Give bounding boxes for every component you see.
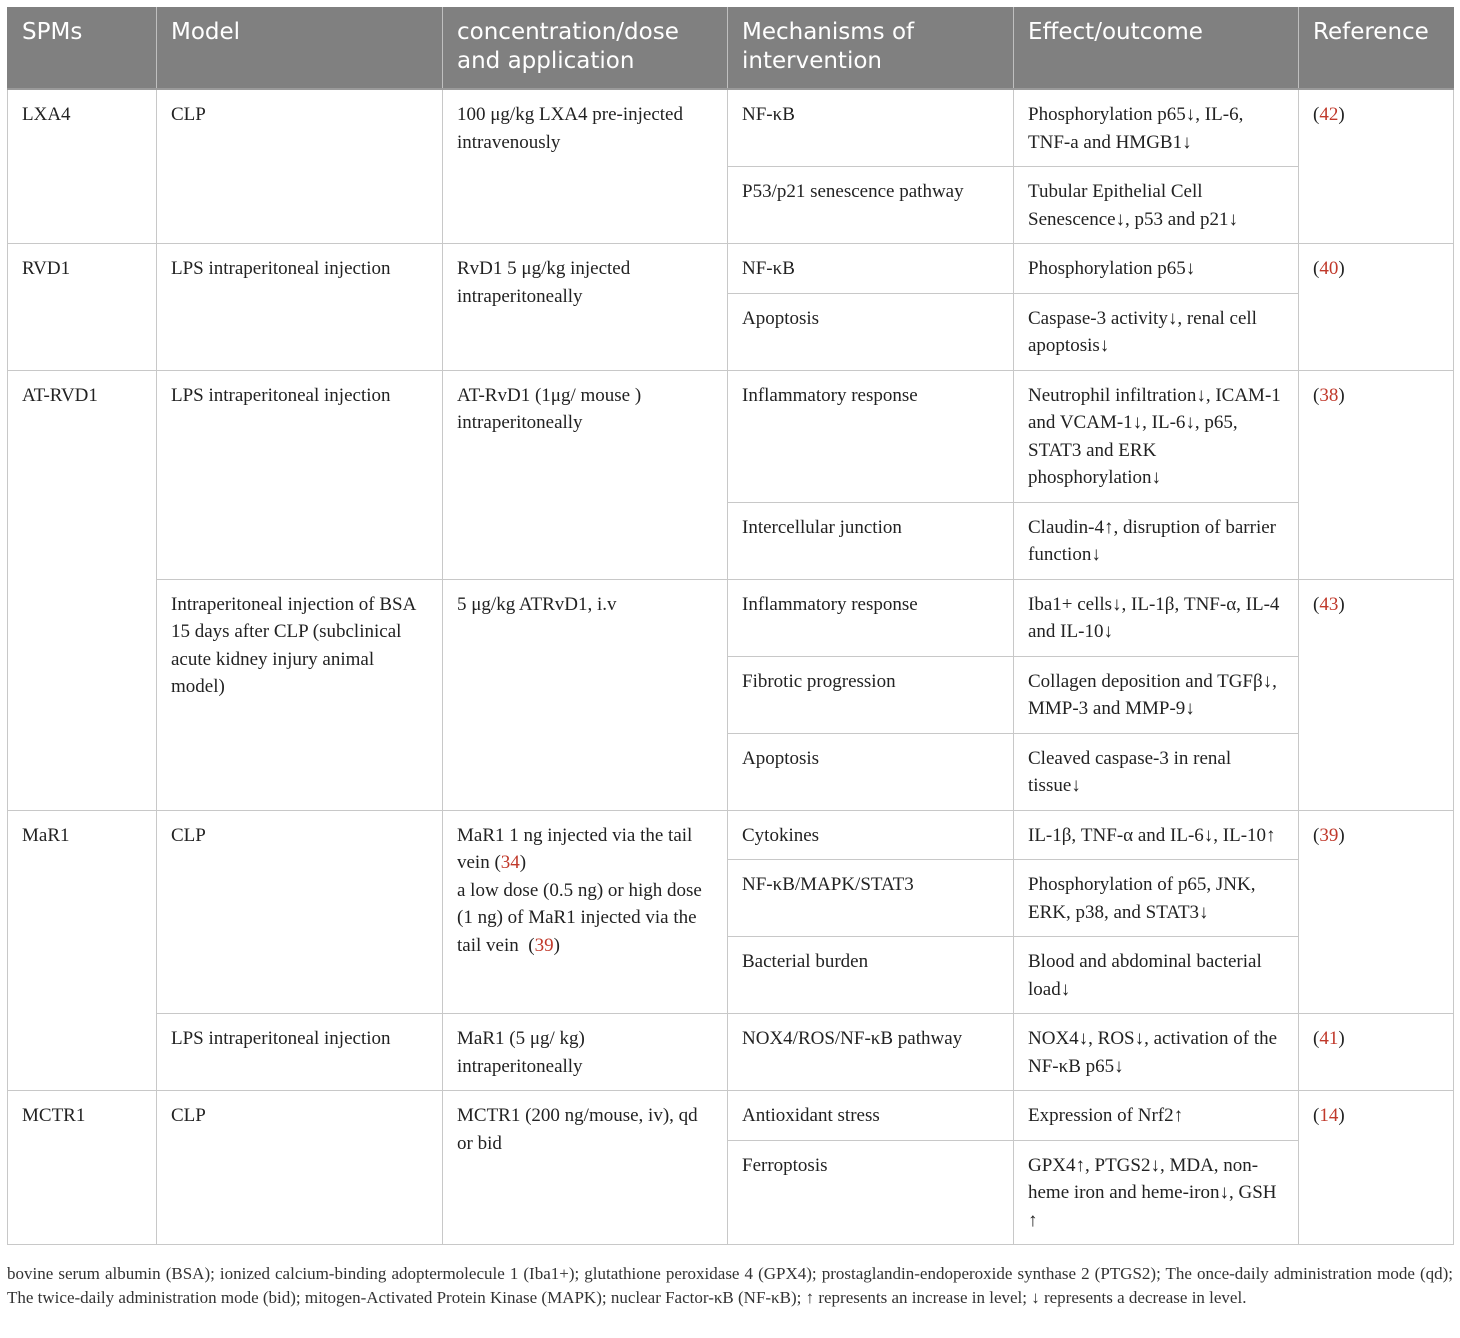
effect-cell: Claudin-4↑, disruption of barrier function↓ <box>1014 502 1299 579</box>
dose-cell: MCTR1 (200 ng/mouse, iv), qd or bid <box>443 1091 728 1245</box>
model-cell: CLP <box>157 1091 443 1245</box>
mechanism-cell: Inflammatory response <box>728 579 1014 656</box>
effect-cell: Expression of Nrf2↑ <box>1014 1091 1299 1141</box>
mechanism-cell: Cytokines <box>728 810 1014 860</box>
reference-link[interactable]: 34 <box>500 852 520 873</box>
mechanism-cell: Apoptosis <box>728 733 1014 810</box>
reference-link[interactable]: 41 <box>1319 1028 1339 1049</box>
spm-cell: RVD1 <box>8 244 157 371</box>
table-footnote: bovine serum albumin (BSA); ionized calcium-binding adoptermolecule 1 (Iba1+); glutathione peroxidase 4 (GPX4); prostaglandin-endoperoxide synthase 2 (PTGS2); The once-daily administration mode (qd); The twice-daily administration mode (bid); mitogen-Activated Protein Kinase (MAPK); nuclear Factor-κB (NF-κB); ↑ represents an increase in level; ↓ represents a decrease in level. <box>7 1264 1453 1307</box>
reference-cell: (40) <box>1299 244 1454 371</box>
mechanism-cell: Apoptosis <box>728 293 1014 370</box>
effect-cell: Caspase-3 activity↓, renal cell apoptosis↓ <box>1014 293 1299 370</box>
spm-table <box>7 7 1454 1245</box>
table-row <box>8 89 1454 167</box>
model-cell: LPS intraperitoneal injection <box>157 370 443 579</box>
model-cell: LPS intraperitoneal injection <box>157 244 443 371</box>
dose-cell: 5 μg/kg ATRvD1, i.v <box>443 579 728 810</box>
header-dose: concentration/dose and application <box>443 7 728 89</box>
spm-cell: AT-RVD1 <box>8 370 157 810</box>
dose-cell: MaR1 (5 μg/ kg) intraperitoneally <box>443 1014 728 1091</box>
table-container <box>7 7 1453 1245</box>
effect-cell: Phosphorylation of p65, JNK, ERK, p38, and STAT3↓ <box>1014 860 1299 937</box>
mechanism-cell: Intercellular junction <box>728 502 1014 579</box>
header-spms: SPMs <box>8 7 157 89</box>
effect-cell: NOX4↓, ROS↓, activation of the NF-κB p65↓ <box>1014 1014 1299 1091</box>
model-cell: LPS intraperitoneal injection <box>157 1014 443 1091</box>
table-row <box>8 810 1454 860</box>
mechanism-cell: Bacterial burden <box>728 937 1014 1014</box>
effect-cell: Phosphorylation p65↓, IL-6, TNF-a and HMGB1↓ <box>1014 89 1299 167</box>
effect-cell: GPX4↑, PTGS2↓, MDA, non-heme iron and heme-iron↓, GSH ↑ <box>1014 1140 1299 1245</box>
dose-cell: 100 μg/kg LXA4 pre-injected intravenously <box>443 89 728 244</box>
reference-link[interactable]: 42 <box>1319 104 1339 125</box>
effect-cell: Tubular Epithelial Cell Senescence↓, p53 and p21↓ <box>1014 167 1299 244</box>
effect-cell: Cleaved caspase-3 in renal tissue↓ <box>1014 733 1299 810</box>
header-reference: Reference <box>1299 7 1454 89</box>
reference-cell: (38) <box>1299 370 1454 579</box>
mechanism-cell: Inflammatory response <box>728 370 1014 502</box>
spm-cell: MCTR1 <box>8 1091 157 1245</box>
dose-cell: AT-RvD1 (1μg/ mouse ) intraperitoneally <box>443 370 728 579</box>
reference-cell: (14) <box>1299 1091 1454 1245</box>
mechanism-cell: NOX4/ROS/NF-κB pathway <box>728 1014 1014 1091</box>
dose-text: MaR1 1 ng injected via the tail vein <box>457 824 693 873</box>
reference-link[interactable]: 38 <box>1319 384 1339 406</box>
header-row <box>8 7 1454 89</box>
mechanism-cell: NF-κB <box>728 244 1014 294</box>
table-row <box>8 244 1454 294</box>
table-row <box>8 1091 1454 1141</box>
mechanism-cell: NF-κB <box>728 89 1014 167</box>
table-row <box>8 1014 1454 1091</box>
table-row <box>8 370 1454 502</box>
mechanism-cell: Fibrotic progression <box>728 656 1014 733</box>
header-effect: Effect/outcome <box>1014 7 1299 89</box>
reference-cell: (41) <box>1299 1014 1454 1091</box>
model-cell: Intraperitoneal injection of BSA 15 days after CLP (subclinical acute kidney injury animal model) <box>157 579 443 810</box>
header-mechanisms: Mechanisms of intervention <box>728 7 1014 89</box>
table-row <box>8 579 1454 656</box>
effect-cell: Blood and abdominal bacterial load↓ <box>1014 937 1299 1014</box>
effect-cell: Iba1+ cells↓, IL-1β, TNF-α, IL-4 and IL-10↓ <box>1014 579 1299 656</box>
reference-link[interactable]: 14 <box>1319 1105 1339 1126</box>
effect-cell: Collagen deposition and TGFβ↓, MMP-3 and MMP-9↓ <box>1014 656 1299 733</box>
reference-link[interactable]: 39 <box>1319 824 1339 846</box>
mechanism-cell: P53/p21 senescence pathway <box>728 167 1014 244</box>
dose-cell: RvD1 5 μg/kg injected intraperitoneally <box>443 244 728 371</box>
spm-cell: LXA4 <box>8 89 157 244</box>
reference-cell: (42) <box>1299 89 1454 244</box>
reference-cell: (39) <box>1299 810 1454 1014</box>
model-cell: CLP <box>157 810 443 1014</box>
mechanism-cell: Antioxidant stress <box>728 1091 1014 1141</box>
dose-cell: MaR1 1 ng injected via the tail vein (34) a low dose (0.5 ng) or high dose (1 ng) of MaR1 injected via the tail vein (39) <box>443 810 728 1014</box>
reference-link[interactable]: 43 <box>1319 593 1339 615</box>
effect-cell: Neutrophil infiltration↓, ICAM-1 and VCAM-1↓, IL-6↓, p65, STAT3 and ERK phosphorylation↓ <box>1014 370 1299 502</box>
effect-cell: Phosphorylation p65↓ <box>1014 244 1299 294</box>
dose-text: a low dose (0.5 ng) or high dose (1 ng) of MaR1 injected via the tail vein <box>457 879 702 956</box>
spm-cell: MaR1 <box>8 810 157 1091</box>
reference-link[interactable]: 39 <box>534 934 554 956</box>
reference-cell: (43) <box>1299 579 1454 810</box>
model-cell: CLP <box>157 89 443 244</box>
mechanism-cell: NF-κB/MAPK/STAT3 <box>728 860 1014 937</box>
effect-cell: IL-1β, TNF-α and IL-6↓, IL-10↑ <box>1014 810 1299 860</box>
reference-link[interactable]: 40 <box>1319 258 1339 279</box>
header-model: Model <box>157 7 443 89</box>
mechanism-cell: Ferroptosis <box>728 1140 1014 1245</box>
